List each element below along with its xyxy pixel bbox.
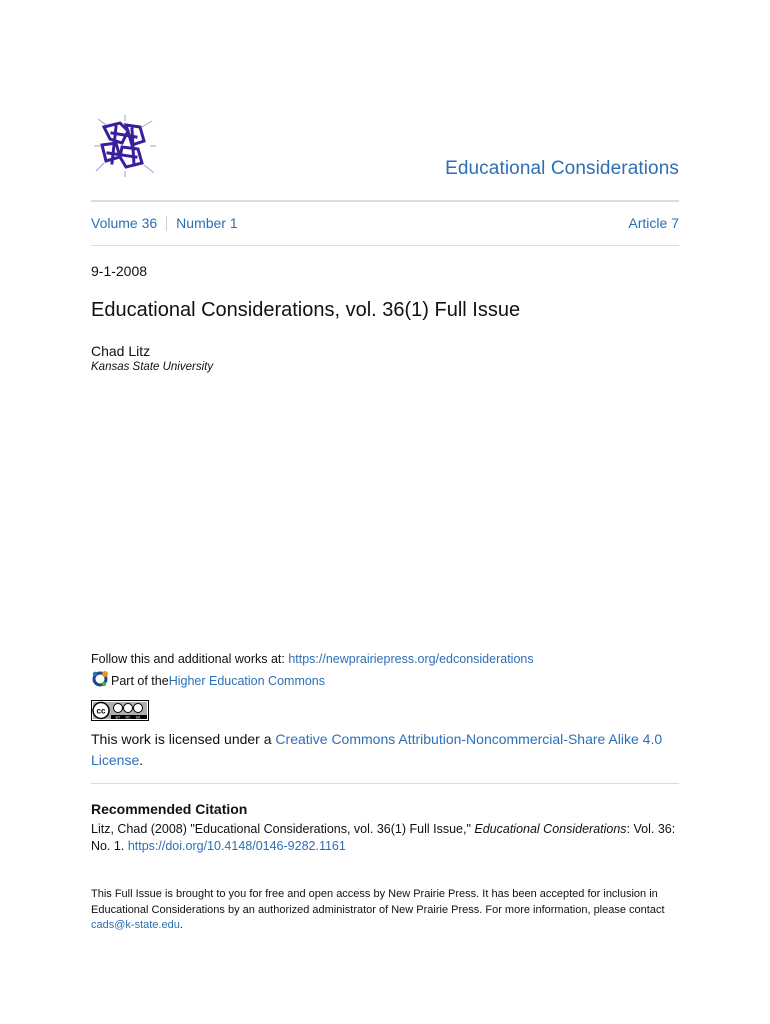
document-title: Educational Considerations, vol. 36(1) Full Issue — [91, 299, 521, 321]
number-link[interactable]: Number 1 — [176, 215, 238, 231]
article-link[interactable]: Article 7 — [628, 215, 679, 231]
access-notice-text: This Full Issue is brought to you for free and open access by New Prairie Press. It has been accepted for inclusion in Educational Considerations by an authorized administrator of New Prairie Press. For more information, please contact — [91, 888, 665, 916]
issue-meta-row — [91, 215, 679, 231]
access-notice — [91, 887, 681, 934]
license-suffix: . — [139, 752, 144, 768]
publication-date: 9-1-2008 — [91, 263, 148, 279]
higher-education-commons-link[interactable]: Higher Education Commons — [168, 674, 326, 688]
citation-journal: Educational Considerations — [474, 822, 627, 836]
doi-link[interactable]: https://doi.org/10.4148/0146-9282.1161 — [127, 839, 346, 853]
citation-body — [91, 821, 681, 855]
svg-text:BY: BY — [115, 715, 121, 720]
volume-link[interactable]: Volume 36 — [91, 215, 158, 231]
network-icon — [91, 670, 109, 688]
part-of-line — [91, 674, 325, 688]
svg-text:NC: NC — [125, 715, 131, 720]
svg-text:SA: SA — [135, 715, 141, 720]
license-link[interactable]: Creative Commons Attribution-Noncommercial-Share Alike 4.0 License — [91, 731, 663, 768]
citation-divider — [91, 783, 679, 784]
citation-heading: Recommended Citation — [91, 801, 248, 817]
author-affiliation: Kansas State University — [91, 361, 214, 373]
contact-email-link[interactable]: cads@k-state.edu — [91, 919, 180, 931]
license-prefix: This work is licensed under a — [91, 731, 276, 747]
creative-commons-by-nc-sa-badge[interactable] — [91, 700, 149, 721]
header-divider — [91, 200, 679, 202]
author-name: Chad Litz — [91, 343, 151, 359]
citation-text-prefix: Litz, Chad (2008) "Educational Considerations, vol. 36(1) Full Issue," — [91, 822, 475, 836]
part-of-prefix: Part of the — [111, 674, 169, 688]
journal-title-link[interactable]: Educational Considerations — [445, 158, 679, 179]
svg-text:cc: cc — [96, 706, 106, 716]
license-statement — [91, 729, 681, 771]
meta-divider — [91, 245, 679, 246]
follow-line — [91, 652, 534, 666]
meta-separator — [166, 216, 167, 231]
new-prairie-press-logo — [92, 113, 158, 179]
follow-prefix: Follow this and additional works at: — [91, 652, 289, 666]
citation-text-suffix: : Vol. 36: No. 1. — [91, 822, 676, 853]
access-notice-suffix: . — [179, 919, 183, 931]
follow-url-link[interactable]: https://newprairiepress.org/edconsiderations — [288, 652, 534, 666]
